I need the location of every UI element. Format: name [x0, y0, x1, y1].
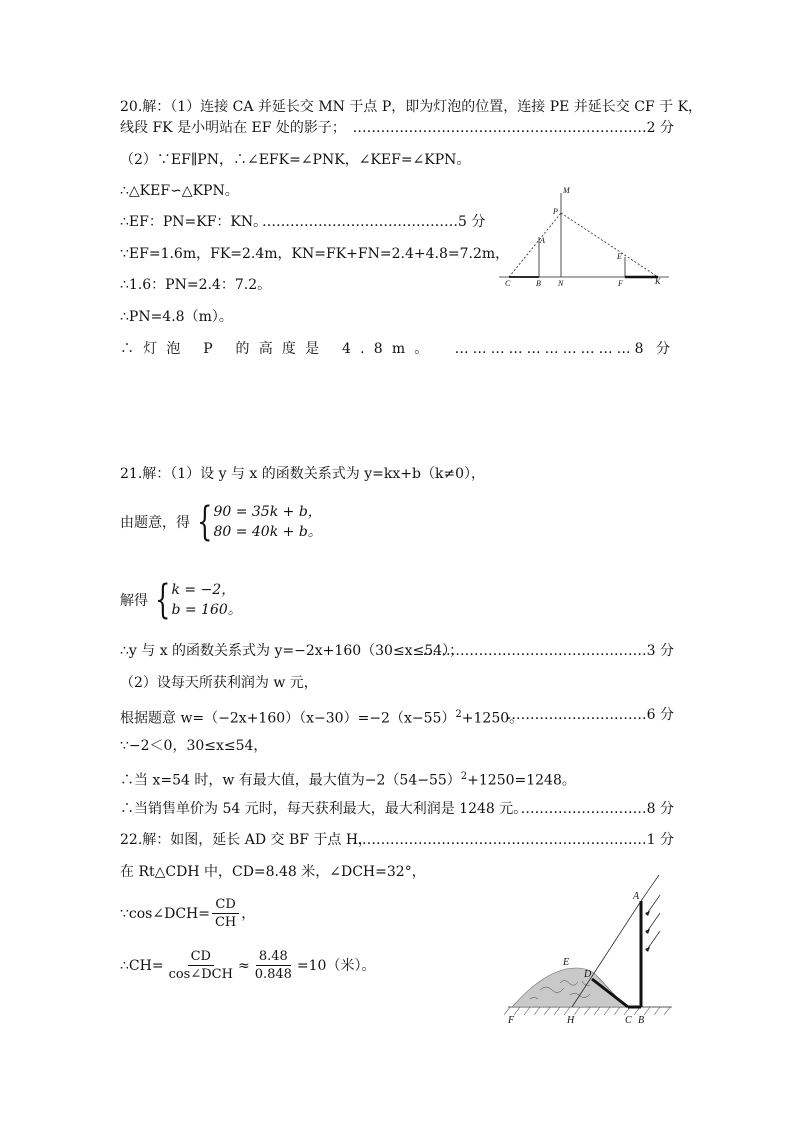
fraction-numerator: 8.48 — [256, 948, 291, 966]
label-n: N — [558, 279, 564, 288]
line-pk — [561, 213, 658, 277]
brace-icon: { — [197, 499, 213, 545]
label-e: E — [563, 957, 570, 968]
q20-line-5: ∴EF：PN=KF：KN。 — [120, 214, 268, 230]
q21-sys2-eq2: b = 160。 — [171, 602, 242, 618]
q20-line-4: ∴△KEF∽△KPN。 — [120, 183, 239, 199]
q20-line-9: ∴灯泡 P 的高度是 4.8m。 — [120, 341, 438, 357]
wall-sunlight-figure — [500, 865, 680, 1030]
q21-points-7: ………………………8 分 — [520, 801, 674, 817]
q22-line-4-tail: =10（米）。 — [296, 957, 376, 974]
q21-line-4-sup: 2 — [455, 709, 462, 720]
fraction-denominator: 0.848 — [254, 967, 292, 982]
brace-icon: { — [155, 577, 171, 623]
q20-points-5: ……………………………………5 分 — [262, 214, 486, 230]
q20-line-1: 20.解：（1）连接 CA 并延长交 MN 于点 P，即为灯泡的位置，连接 PE 并延长交 CF 于 K， — [120, 99, 703, 115]
q22-line-4-lead: ∴CH= — [120, 957, 164, 974]
q20-line-3: （2）∵EF∥PN，∴∠EFK=∠PNK，∠KEF=∠KPN。 — [120, 152, 471, 168]
q21-line-6-sup: 2 — [460, 771, 468, 782]
lamp-shadow-figure — [495, 185, 673, 290]
q21-line-5: ∵−2＜0，30≤x≤54， — [120, 738, 268, 754]
q21-line-4-main: 根据题意 w=（−2x+160）（x−30）=−2（x−55） — [120, 710, 456, 727]
sand-mound — [512, 968, 626, 1007]
q22-line-2: 在 Rt△CDH 中，CD=8.48 米，∠DCH=32°， — [120, 864, 426, 880]
label-k: K — [655, 277, 661, 286]
q22-line-3 — [120, 896, 255, 931]
q21-line-3: （2）设每天所获利润为 w 元， — [120, 675, 318, 691]
q21-line-1: 21.解：（1）设 y 与 x 的函数关系式为 y=kx+b（k≠0）， — [120, 466, 486, 482]
label-d: D — [584, 969, 592, 980]
label-h: H — [567, 1015, 575, 1026]
ground-hatching — [504, 1007, 670, 1015]
label-b: B — [536, 279, 541, 288]
label-m: M — [563, 186, 570, 195]
sun-rays — [641, 875, 660, 951]
q21-points-2: …………………………………………3 分 — [422, 643, 674, 659]
q20-line-7: ∴1.6：PN=2.4：7.2。 — [120, 277, 272, 293]
fraction-numerator: CD — [188, 948, 214, 966]
q21-line-4-tail: +1250。 — [461, 710, 524, 727]
q20-points-9: …………………………8 分 — [454, 341, 674, 357]
q21-sys1-eq1: 90 = 35k + b， — [213, 504, 322, 520]
q20-line-6: ∵EF=1.6m，FK=2.4m，KN=FK+FN=2.4+4.8=7.2m， — [120, 246, 510, 262]
q22-line-4 — [120, 948, 375, 983]
label-b: B — [638, 1015, 645, 1026]
q21-line-7: ∴当销售单价为 54 元时，每天获利最大，最大利润是 1248 元。 — [120, 801, 528, 817]
q21-line-2: ∴y 与 x 的函数关系式为 y=−2x+160（30≤x≤54）； — [120, 643, 464, 659]
q21-equation-system — [120, 499, 322, 545]
q21-sys2-lead: 解得 — [120, 593, 148, 609]
label-c: C — [505, 279, 511, 288]
q22-points-1: ………………………………………………………1 分 — [352, 832, 674, 848]
q21-sys2-eq1: k = −2， — [171, 582, 236, 598]
fraction-cd-ch — [212, 896, 239, 931]
label-a: A — [540, 236, 545, 245]
label-f: F — [508, 1015, 515, 1026]
q22-line-1: 22.解：如图，延长 AD 交 BF 于点 H， — [120, 832, 373, 848]
label-a: A — [633, 891, 640, 902]
q22-line-3-tail: ， — [241, 905, 256, 922]
q20-line-2: 线段 FK 是小明站在 EF 处的影子； — [120, 120, 346, 136]
fraction-848-0848 — [252, 948, 295, 983]
label-f: F — [618, 279, 623, 288]
q21-line-6-tail: +1250=1248。 — [467, 772, 576, 789]
fraction-denominator: CH — [214, 915, 237, 930]
label-p: P — [553, 207, 558, 216]
fraction-cd-cos — [166, 948, 236, 983]
q21-line-6-main: ∴当 x=54 时，w 有最大值，最大值为−2（54−55） — [120, 772, 461, 789]
fraction-numerator: CD — [212, 896, 238, 914]
q21-points-4: …………………………6 分 — [506, 707, 674, 723]
q20-points-2: ………………………………………………………2 分 — [352, 120, 674, 136]
line-ca — [509, 213, 561, 277]
fraction-denominator: cos∠DCH — [168, 967, 233, 982]
q21-solution-system — [120, 577, 242, 623]
q21-sys1-eq2: 80 = 40k + b。 — [213, 524, 322, 540]
label-e: E — [617, 252, 622, 261]
approx-sign: ≈ — [237, 957, 250, 974]
q22-line-3-lead: ∵cos∠DCH= — [120, 905, 210, 922]
q21-line-4 — [120, 705, 523, 729]
q21-sys1-lead: 由题意，得 — [120, 515, 190, 531]
label-c: C — [625, 1015, 632, 1026]
q21-line-6 — [120, 767, 576, 791]
q20-line-8: ∴PN=4.8（m）。 — [120, 309, 233, 325]
